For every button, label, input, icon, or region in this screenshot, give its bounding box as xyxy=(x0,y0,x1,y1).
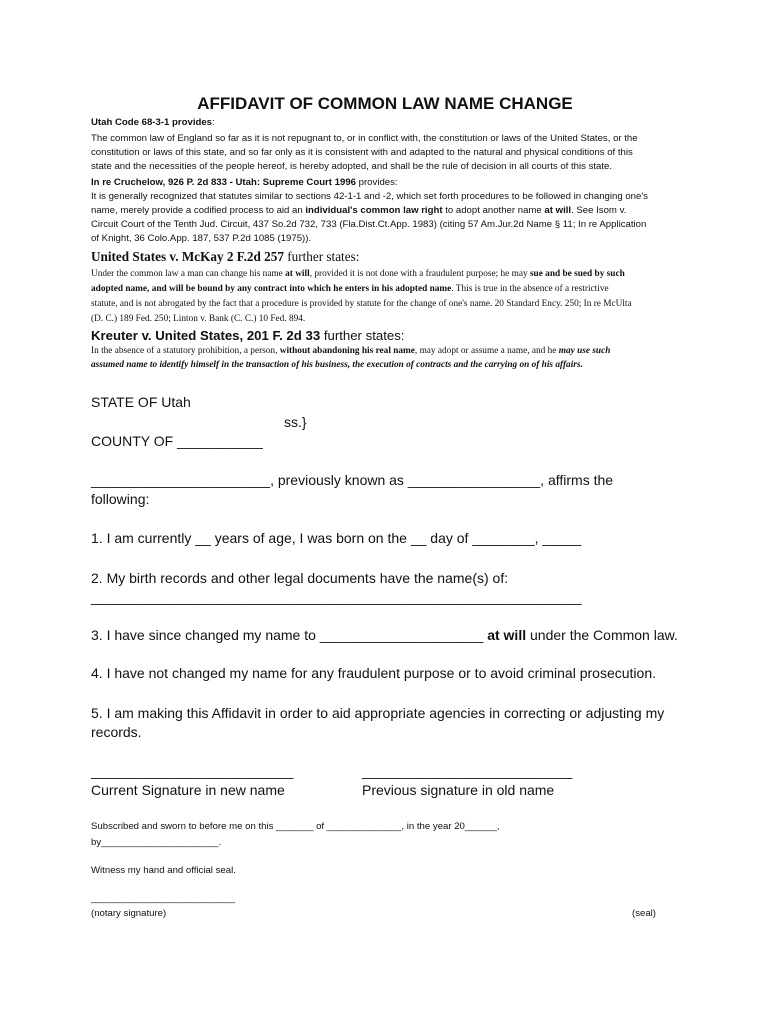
utah-code-heading-bold: Utah Code 68-3-1 provides xyxy=(91,117,213,128)
affirm-line-2: following: xyxy=(91,491,150,507)
signature-label-old: Previous signature in old name xyxy=(362,782,555,798)
mckay-line-2-b: . This is true in the absence of a restrictive xyxy=(451,284,609,294)
cruchelow-heading xyxy=(91,176,398,190)
item-3 xyxy=(91,627,678,643)
utah-code-heading-tail: : xyxy=(212,117,215,128)
cruchelow-line-2-c: to adopt another name xyxy=(442,205,545,216)
utah-code-heading xyxy=(91,116,215,130)
cruchelow-line-3: Circuit Court of the Tenth Jud. Circuit, 437 So.2d 732, 733 (Fla.Dist.Ct.App. 1983) (citing 57 Am.Jur.2d Name § 11; In re Application xyxy=(91,219,647,230)
cruchelow-line-2-d: at will xyxy=(544,205,572,216)
kreuter-heading xyxy=(91,328,404,344)
mckay-line-1-d: sue and be sued by such xyxy=(529,269,625,279)
mckay-line-4: (D. C.) 189 Fed. 250; Linton v. Bank (C. C.) 10 Fed. 894. xyxy=(91,314,306,324)
venue-county: COUNTY OF ___________ xyxy=(91,433,263,449)
notary-by: by______________________. xyxy=(91,837,222,848)
signature-line-new: __________________________ xyxy=(91,763,294,779)
item-2-line-2: _______________________________________________________________ xyxy=(91,589,582,605)
utah-code-line-1: The common law of England so far as it is not repugnant to, or in conflict with, the constitution or laws of the United States, or the xyxy=(91,133,638,144)
mckay-heading xyxy=(91,249,359,265)
mckay-line-1-a: Under the common law a man can change his name xyxy=(91,269,286,279)
cruchelow-line-2-a: name, merely provide a codified process to aid an xyxy=(91,205,306,216)
kreuter-line-1-a: In the absence of a statutory prohibition, a person, xyxy=(91,346,280,356)
item-1: 1. I am currently __ years of age, I was born on the __ day of ________, _____ xyxy=(91,530,582,546)
cruchelow-line-2-b: individual's common law right xyxy=(305,205,443,216)
signature-label-new: Current Signature in new name xyxy=(91,782,285,798)
item-3-b: at will xyxy=(487,627,527,643)
affirm-line-1: _______________________, previously known as _________________, affirms the xyxy=(91,472,614,488)
mckay-line-2-a: adopted name, and will be bound by any contract into which he enters in his adopted name xyxy=(91,284,452,294)
signature-line-old: ___________________________ xyxy=(362,763,573,779)
mckay-line-1-c: , provided it is not done with a fraudulent purpose; he may xyxy=(309,269,530,279)
item-5-line-2: records. xyxy=(91,724,142,740)
utah-code-line-3: state and the necessities of the people hereof, is hereby adopted, and shall be the rule of decision in all courts of this state. xyxy=(91,161,613,172)
mckay-line-3: statute, and is not abrogated by the fact that a procedure is provided by statute for the change of one's name. 20 Standard Ency. 250; In re McUlta xyxy=(91,299,632,309)
kreuter-heading-tail: further states: xyxy=(320,328,405,343)
item-5-line-1: 5. I am making this Affidavit in order to aid appropriate agencies in correcting or adjusting my xyxy=(91,705,665,721)
cruchelow-line-1: It is generally recognized that statutes similar to sections 42-1-1 and -2, which set forth procedures to be followed in changing one's xyxy=(91,191,648,202)
mckay-line-1-b: at will xyxy=(285,269,310,279)
venue-state: STATE OF Utah xyxy=(91,394,191,410)
kreuter-line-2 xyxy=(91,358,583,372)
item-4: 4. I have not changed my name for any fraudulent purpose or to avoid criminal prosecution. xyxy=(91,665,656,681)
mckay-line-2 xyxy=(91,282,609,296)
kreuter-line-1-c: , may adopt or assume a name, and he xyxy=(414,346,559,356)
mckay-heading-tail: further states: xyxy=(283,249,360,264)
notary-witness: Witness my hand and official seal. xyxy=(91,865,236,876)
kreuter-heading-bold: Kreuter v. United States, 201 F. 2d 33 xyxy=(91,328,321,343)
kreuter-line-1-b: without abandoning his real name xyxy=(279,346,415,356)
utah-code-line-2: constitution or laws of this state, and so far only as it is consistent with and adapted to the natural and physical conditions of this xyxy=(91,147,633,158)
cruchelow-heading-bold: In re Cruchelow, 926 P. 2d 833 - Utah: Supreme Court 1996 xyxy=(91,177,356,188)
notary-subscribed: Subscribed and sworn to before me on this _______ of ______________, in the year 20______, xyxy=(91,821,500,832)
item-3-c: under the Common law. xyxy=(526,627,678,643)
notary-signature-label: (notary signature) xyxy=(91,908,167,919)
cruchelow-line-2 xyxy=(91,204,626,218)
item-3-a: 3. I have since changed my name to _____________________ xyxy=(91,627,488,643)
notary-signature-line: ___________________________ xyxy=(91,893,236,904)
seal-label: (seal) xyxy=(632,908,656,919)
cruchelow-line-4: of Knight, 36 Colo.App. 187, 537 P.2d 1085 (1975)). xyxy=(91,233,312,244)
kreuter-line-1-d: may use such xyxy=(558,346,611,356)
kreuter-line-1 xyxy=(91,344,610,358)
item-2-line-1: 2. My birth records and other legal documents have the name(s) of: xyxy=(91,570,509,586)
mckay-line-1 xyxy=(91,267,625,281)
cruchelow-line-2-e: . See Isom v. xyxy=(571,205,627,216)
document-title: AFFIDAVIT OF COMMON LAW NAME CHANGE xyxy=(197,94,573,113)
venue-ss: ss.} xyxy=(284,414,307,430)
cruchelow-heading-tail: provides: xyxy=(355,177,398,188)
mckay-heading-bold: United States v. McKay 2 F.2d 257 xyxy=(91,249,284,264)
kreuter-line-2-text: assumed name to identify himself in the transaction of his business, the execution of contracts and the carrying on of his affairs. xyxy=(91,360,583,370)
